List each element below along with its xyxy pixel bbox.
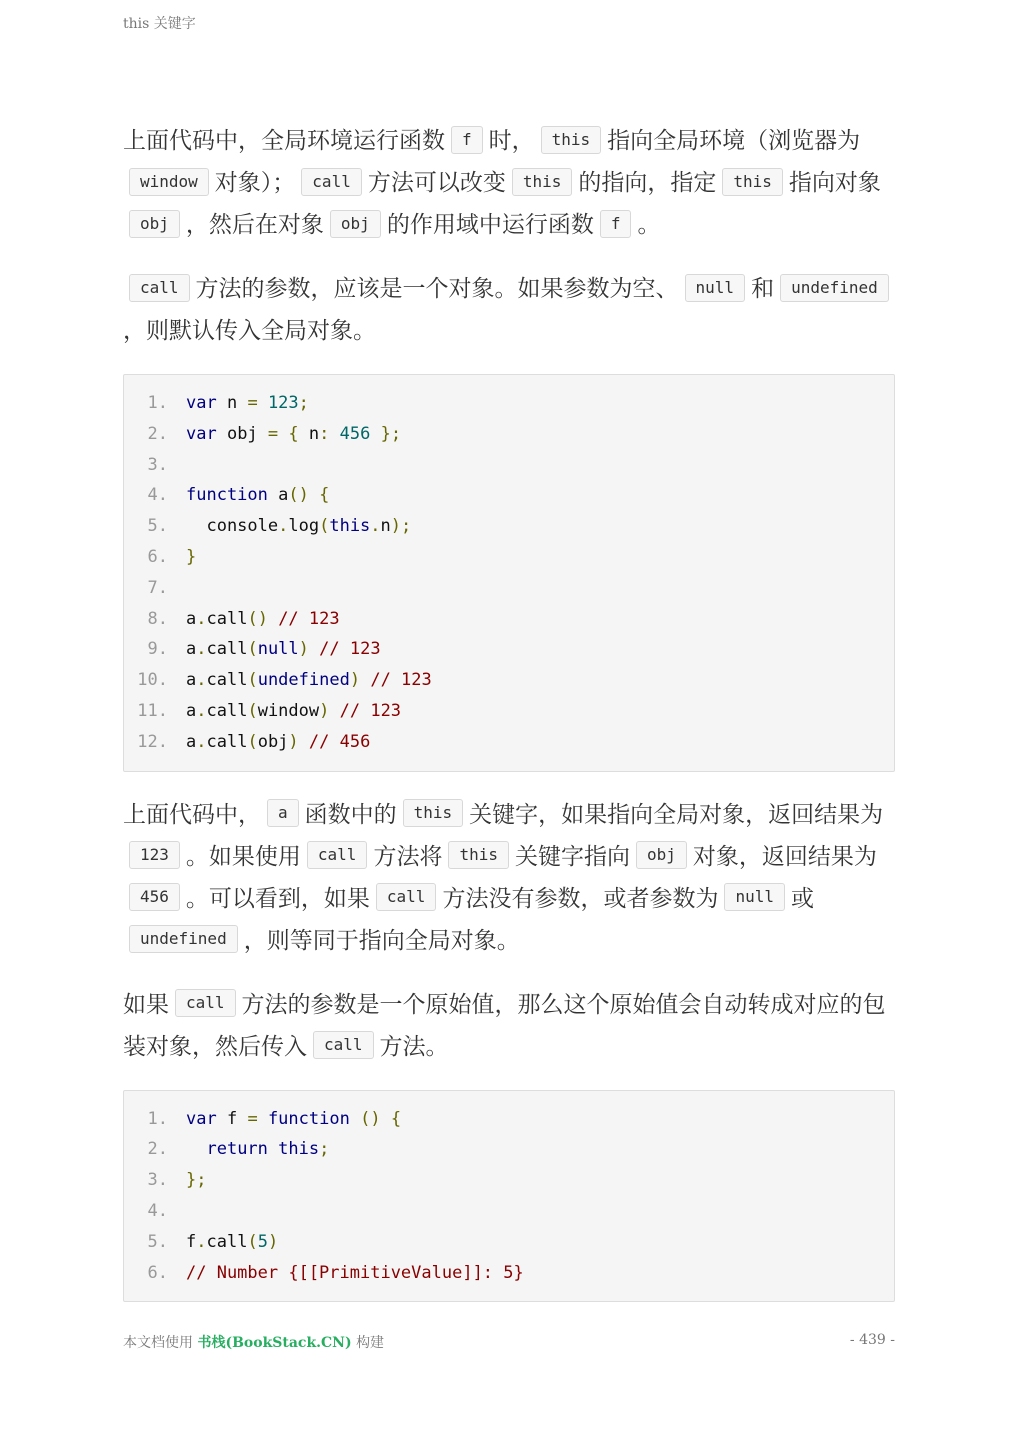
code-token bbox=[268, 609, 278, 629]
code-token: window bbox=[257, 700, 320, 721]
code-token bbox=[381, 1109, 391, 1129]
code-token bbox=[278, 424, 288, 444]
code-token: ) bbox=[298, 639, 309, 660]
code-token: . bbox=[196, 670, 207, 691]
line-number: 6. bbox=[147, 1262, 168, 1283]
line-number: 3. bbox=[147, 454, 168, 475]
code-token: // 123 bbox=[278, 608, 340, 629]
code-token: 123 bbox=[267, 393, 299, 413]
code-line bbox=[124, 1104, 894, 1135]
code-line bbox=[124, 1134, 894, 1165]
line-number: 6. bbox=[147, 546, 168, 567]
code-token: // Number {[[PrimitiveValue]]: 5} bbox=[186, 1262, 524, 1283]
paragraph-text: 指向全局环境（浏览器为 bbox=[607, 128, 861, 154]
code-token: f bbox=[186, 1231, 197, 1252]
code-text bbox=[186, 573, 894, 604]
code-token bbox=[258, 393, 268, 413]
inline-code: 456 bbox=[129, 883, 180, 911]
code-token: a bbox=[267, 485, 289, 506]
line-number: 1. bbox=[147, 393, 168, 413]
code-line bbox=[124, 727, 894, 758]
code-line bbox=[124, 604, 894, 635]
inline-code: call bbox=[129, 274, 190, 302]
code-token: this bbox=[329, 516, 371, 537]
paragraph-text: 方法的参数是一个原始值，那么这个原始值会自动转成对应的包装对象，然后传入 bbox=[123, 991, 886, 1060]
code-token: this bbox=[278, 1139, 320, 1160]
paragraph-text: 和 bbox=[751, 276, 775, 302]
code-token bbox=[329, 701, 339, 721]
paragraph-text: 方法没有参数，或者参数为 bbox=[442, 885, 719, 912]
paragraph-text: 。可以看到，如果 bbox=[185, 885, 370, 912]
code-text bbox=[186, 727, 894, 758]
main-content bbox=[123, 120, 895, 1324]
paragraph-text: 如果 bbox=[123, 991, 169, 1018]
code-token: = bbox=[267, 423, 279, 444]
code-token bbox=[309, 639, 319, 659]
code-token: ) bbox=[288, 731, 299, 752]
footer-bookstack-link[interactable]: 书栈(BookStack.CN) bbox=[197, 1335, 352, 1351]
line-number: 10. bbox=[137, 670, 168, 691]
inline-code: call bbox=[307, 841, 368, 869]
code-token bbox=[268, 1139, 278, 1159]
code-token: ; bbox=[319, 1139, 330, 1160]
line-number: 11. bbox=[137, 700, 168, 721]
line-number: 2. bbox=[147, 423, 168, 444]
code-text bbox=[186, 1165, 894, 1196]
code-text bbox=[186, 419, 894, 450]
line-number: 2. bbox=[147, 1139, 168, 1160]
code-token: ( bbox=[247, 670, 258, 691]
paragraph-text: 指向对象 bbox=[788, 170, 881, 196]
paragraph-text: 上面代码中， bbox=[123, 801, 261, 828]
paragraph-primitive bbox=[123, 984, 895, 1068]
footer-credit bbox=[123, 1332, 384, 1352]
code-token: call bbox=[206, 700, 248, 721]
code-token: ) bbox=[319, 700, 330, 721]
paragraph-text: 或 bbox=[790, 885, 814, 912]
inline-code: call bbox=[175, 989, 236, 1017]
code-token: ) bbox=[267, 1231, 279, 1252]
code-token: a bbox=[186, 608, 197, 629]
inline-code: f bbox=[600, 210, 632, 238]
code-text bbox=[186, 1104, 894, 1135]
code-text bbox=[186, 604, 894, 635]
paragraph-text: 的作用域中运行函数 bbox=[386, 212, 594, 238]
code-token: . bbox=[278, 516, 289, 537]
paragraph-text: 的指向，指定 bbox=[578, 170, 717, 196]
paragraph-text: 方法。 bbox=[379, 1033, 449, 1060]
code-token: . bbox=[196, 700, 207, 721]
code-line bbox=[124, 1196, 894, 1227]
code-token: console bbox=[186, 516, 279, 537]
line-number: 7. bbox=[147, 577, 168, 598]
code-text bbox=[186, 511, 894, 542]
code-token bbox=[186, 1139, 206, 1159]
code-token bbox=[360, 670, 370, 690]
code-text bbox=[186, 388, 894, 419]
code-token bbox=[299, 732, 309, 752]
inline-code: f bbox=[451, 126, 483, 154]
code-token: call bbox=[206, 731, 248, 752]
inline-code: a bbox=[267, 799, 299, 827]
code-text bbox=[186, 634, 894, 665]
paragraph-text: 对象，返回结果为 bbox=[692, 843, 877, 870]
line-number: 5. bbox=[147, 516, 168, 537]
code-token: } bbox=[186, 546, 197, 567]
footer-suffix: 构建 bbox=[356, 1335, 385, 1351]
code-token: n bbox=[216, 393, 248, 413]
inline-code: obj bbox=[330, 210, 381, 238]
paragraph-text: 对象）； bbox=[214, 170, 296, 196]
code-token: call bbox=[206, 670, 248, 691]
code-token: = bbox=[247, 1108, 258, 1129]
inline-code: this bbox=[541, 126, 602, 154]
code-token: a bbox=[186, 700, 197, 721]
code-line bbox=[124, 419, 894, 450]
paragraph-text: 方法的参数，应该是一个对象。如果参数为空、 bbox=[195, 276, 679, 302]
code-token: null bbox=[257, 639, 299, 660]
code-line bbox=[124, 1227, 894, 1258]
paragraph-text: 关键字指向 bbox=[514, 843, 630, 870]
inline-code: this bbox=[512, 168, 573, 196]
code-line bbox=[124, 450, 894, 481]
paragraph-text: 方法可以改变 bbox=[367, 170, 506, 196]
code-token: { bbox=[288, 423, 299, 444]
code-token: n bbox=[298, 423, 320, 444]
paragraph-text: 。如果使用 bbox=[185, 843, 301, 870]
line-number: 4. bbox=[147, 485, 168, 506]
code-token: . bbox=[196, 731, 207, 752]
code-token: log bbox=[288, 516, 320, 537]
inline-code: obj bbox=[636, 841, 687, 869]
code-token: a bbox=[186, 639, 197, 660]
paragraph-explanation bbox=[123, 794, 895, 962]
inline-code: call bbox=[301, 168, 362, 196]
code-token: var bbox=[186, 1108, 217, 1129]
code-text bbox=[186, 450, 894, 481]
code-token: return bbox=[206, 1139, 268, 1160]
code-token: obj bbox=[216, 423, 268, 444]
code-line bbox=[124, 1258, 894, 1289]
code-token: . bbox=[196, 639, 207, 660]
code-token: function bbox=[186, 485, 268, 506]
code-token: ( bbox=[247, 639, 258, 660]
code-text bbox=[186, 1258, 894, 1289]
code-line bbox=[124, 665, 894, 696]
code-line bbox=[124, 542, 894, 573]
code-text bbox=[186, 696, 894, 727]
code-block-call-example bbox=[123, 374, 895, 772]
inline-code: this bbox=[448, 841, 509, 869]
inline-code: null bbox=[724, 883, 785, 911]
inline-code: undefined bbox=[780, 274, 889, 302]
code-token: call bbox=[206, 639, 248, 660]
code-token: () bbox=[247, 608, 268, 629]
code-token: // 123 bbox=[339, 700, 402, 721]
line-number: 5. bbox=[147, 1231, 168, 1252]
paragraph-text: ，则默认传入全局对象。 bbox=[123, 318, 376, 344]
code-line bbox=[124, 480, 894, 511]
code-text bbox=[186, 665, 894, 696]
code-token: f bbox=[216, 1108, 248, 1129]
running-header: this 关键字 bbox=[123, 16, 196, 32]
paragraph-text: 函数中的 bbox=[304, 801, 397, 828]
code-token: ; bbox=[298, 393, 309, 413]
code-token: var bbox=[186, 393, 217, 413]
paragraph-text: 方法将 bbox=[373, 843, 443, 870]
code-token bbox=[309, 485, 319, 505]
code-line bbox=[124, 511, 894, 542]
code-token: // 456 bbox=[308, 731, 371, 752]
code-token: // 123 bbox=[319, 639, 381, 660]
paragraph-text: 时， bbox=[488, 128, 535, 154]
code-token bbox=[258, 1109, 268, 1129]
line-number: 9. bbox=[147, 639, 168, 660]
code-token: 5 bbox=[257, 1231, 268, 1252]
code-token: // 123 bbox=[370, 670, 432, 691]
code-token: call bbox=[206, 608, 248, 629]
code-token: ( bbox=[319, 516, 330, 537]
code-token: a bbox=[186, 731, 197, 752]
paragraph-text: ，则等同于指向全局对象。 bbox=[243, 927, 520, 954]
code-line bbox=[124, 634, 894, 665]
code-text bbox=[186, 1134, 894, 1165]
code-token: . bbox=[196, 1231, 207, 1252]
code-block-primitive-example bbox=[123, 1090, 895, 1303]
code-token: () bbox=[288, 485, 309, 506]
code-token: ( bbox=[247, 700, 258, 721]
code-line bbox=[124, 696, 894, 727]
code-token bbox=[370, 424, 380, 444]
code-token: . bbox=[196, 608, 207, 629]
code-token: var bbox=[186, 423, 217, 444]
code-token bbox=[329, 424, 339, 444]
code-token: }; bbox=[380, 423, 402, 444]
paragraph-call-args bbox=[123, 268, 895, 352]
code-line bbox=[124, 573, 894, 604]
code-token: function bbox=[267, 1108, 350, 1129]
inline-code: this bbox=[722, 168, 783, 196]
paragraph-text: 上面代码中，全局环境运行函数 bbox=[123, 128, 445, 154]
inline-code: obj bbox=[129, 210, 180, 238]
code-token: a bbox=[186, 670, 197, 691]
paragraph-text: ，然后在对象 bbox=[185, 212, 324, 238]
code-token: ); bbox=[390, 516, 412, 537]
code-token bbox=[350, 1109, 360, 1129]
code-token: n bbox=[380, 516, 391, 537]
code-token: . bbox=[370, 516, 381, 537]
line-number: 1. bbox=[147, 1108, 168, 1129]
inline-code: null bbox=[685, 274, 746, 302]
code-text bbox=[186, 480, 894, 511]
paragraph-text: 关键字，如果指向全局对象，返回结果为 bbox=[469, 801, 884, 828]
code-token: { bbox=[390, 1108, 402, 1129]
inline-code: call bbox=[376, 883, 437, 911]
code-token: : bbox=[319, 423, 330, 444]
code-text bbox=[186, 1227, 894, 1258]
inline-code: this bbox=[403, 799, 464, 827]
code-token: ) bbox=[349, 670, 361, 691]
inline-code: 123 bbox=[129, 841, 180, 869]
code-token: { bbox=[319, 485, 330, 506]
code-token: }; bbox=[186, 1170, 207, 1191]
code-token: obj bbox=[257, 731, 289, 752]
code-line bbox=[124, 388, 894, 419]
code-token: 456 bbox=[339, 423, 371, 444]
paragraph-intro bbox=[123, 120, 895, 246]
line-number: 12. bbox=[137, 731, 168, 752]
inline-code: call bbox=[313, 1031, 374, 1059]
line-number: 3. bbox=[147, 1170, 168, 1191]
code-line bbox=[124, 1165, 894, 1196]
code-token: ( bbox=[247, 1231, 258, 1252]
code-token: ( bbox=[247, 731, 258, 752]
line-number: 8. bbox=[147, 608, 168, 629]
line-number: 4. bbox=[147, 1200, 168, 1221]
footer-prefix: 本文档使用 bbox=[123, 1335, 193, 1351]
code-token: () bbox=[360, 1108, 381, 1129]
code-text bbox=[186, 542, 894, 573]
inline-code: undefined bbox=[129, 925, 238, 953]
page-number: - 439 - bbox=[849, 1332, 895, 1348]
code-token: undefined bbox=[257, 670, 350, 691]
inline-code: window bbox=[129, 168, 209, 196]
paragraph-text: 。 bbox=[637, 212, 661, 238]
code-text bbox=[186, 1196, 894, 1227]
code-token: call bbox=[206, 1231, 248, 1252]
code-token: = bbox=[247, 393, 258, 413]
